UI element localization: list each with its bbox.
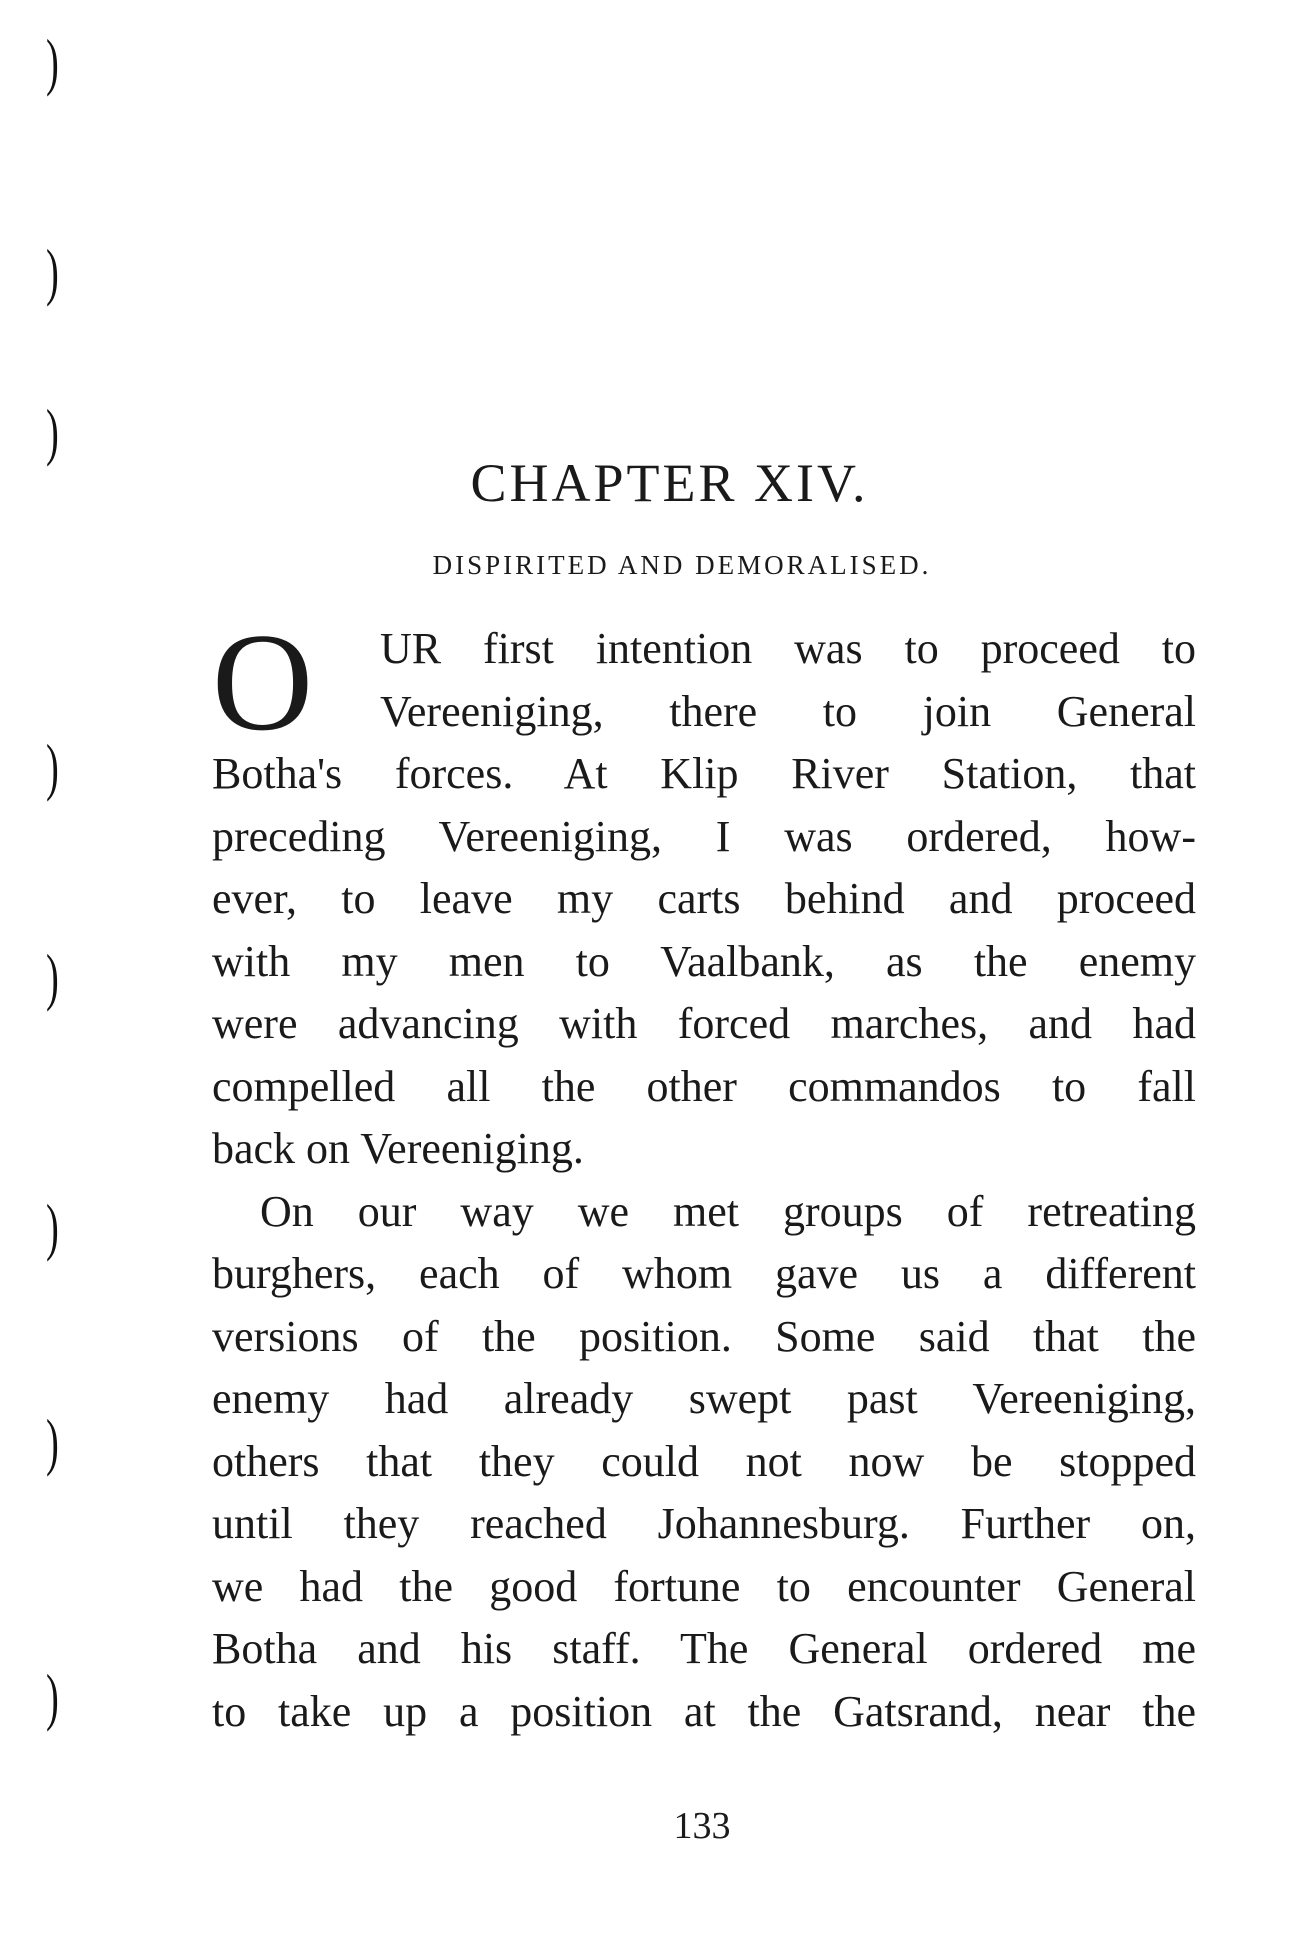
- binding-mark: ): [46, 731, 59, 802]
- binding-mark: ): [46, 1191, 59, 1262]
- text-line: UR first intention was to proceed to: [380, 624, 1196, 673]
- text-line: others that they could not now be stopped: [212, 1436, 1196, 1486]
- text-line: were advancing with forced marches, and had: [212, 999, 1196, 1048]
- binding-mark: ): [46, 236, 59, 307]
- body-text: [212, 605, 1196, 1743]
- text-line: Botha and his staff. The General ordered me: [212, 1624, 1196, 1673]
- text-line: enemy had already swept past Vereeniging,: [212, 1374, 1196, 1423]
- text-line: ever, to leave my carts behind and proceed: [212, 874, 1196, 923]
- text-line: burghers, each of whom gave us a different: [212, 1249, 1196, 1298]
- text-line: we had the good fortune to encounter General: [212, 1561, 1196, 1611]
- text-line: On our way we met groups of retreating: [260, 1186, 1196, 1236]
- text-line: compelled all the other commandos to fall: [212, 1061, 1196, 1111]
- binding-mark: ): [46, 396, 59, 467]
- text-line: preceding Vereeniging, I was ordered, how-: [212, 811, 1196, 861]
- chapter-title: CHAPTER XIV.: [470, 453, 869, 513]
- text-line: until they reached Johannesburg. Further on,: [212, 1499, 1196, 1548]
- text-line: to take up a position at the Gatsrand, near the: [212, 1686, 1196, 1736]
- text-line: with my men to Vaalbank, as the enemy: [212, 936, 1196, 986]
- binding-mark: ): [46, 1661, 59, 1732]
- text-line: versions of the position. Some said that the: [212, 1311, 1196, 1361]
- binding-mark: ): [46, 941, 59, 1012]
- drop-cap: O: [212, 605, 314, 760]
- binding-mark: ): [46, 1406, 59, 1477]
- text-line: back on Vereeniging.: [212, 1124, 584, 1173]
- text-line: Botha's forces. At Klip River Station, that: [212, 749, 1196, 798]
- chapter-subtitle: DISPIRITED AND DEMORALISED.: [432, 550, 932, 580]
- text-line: Vereeniging, there to join General: [380, 686, 1196, 736]
- binding-mark: ): [46, 26, 59, 97]
- page-number: 133: [673, 1805, 731, 1847]
